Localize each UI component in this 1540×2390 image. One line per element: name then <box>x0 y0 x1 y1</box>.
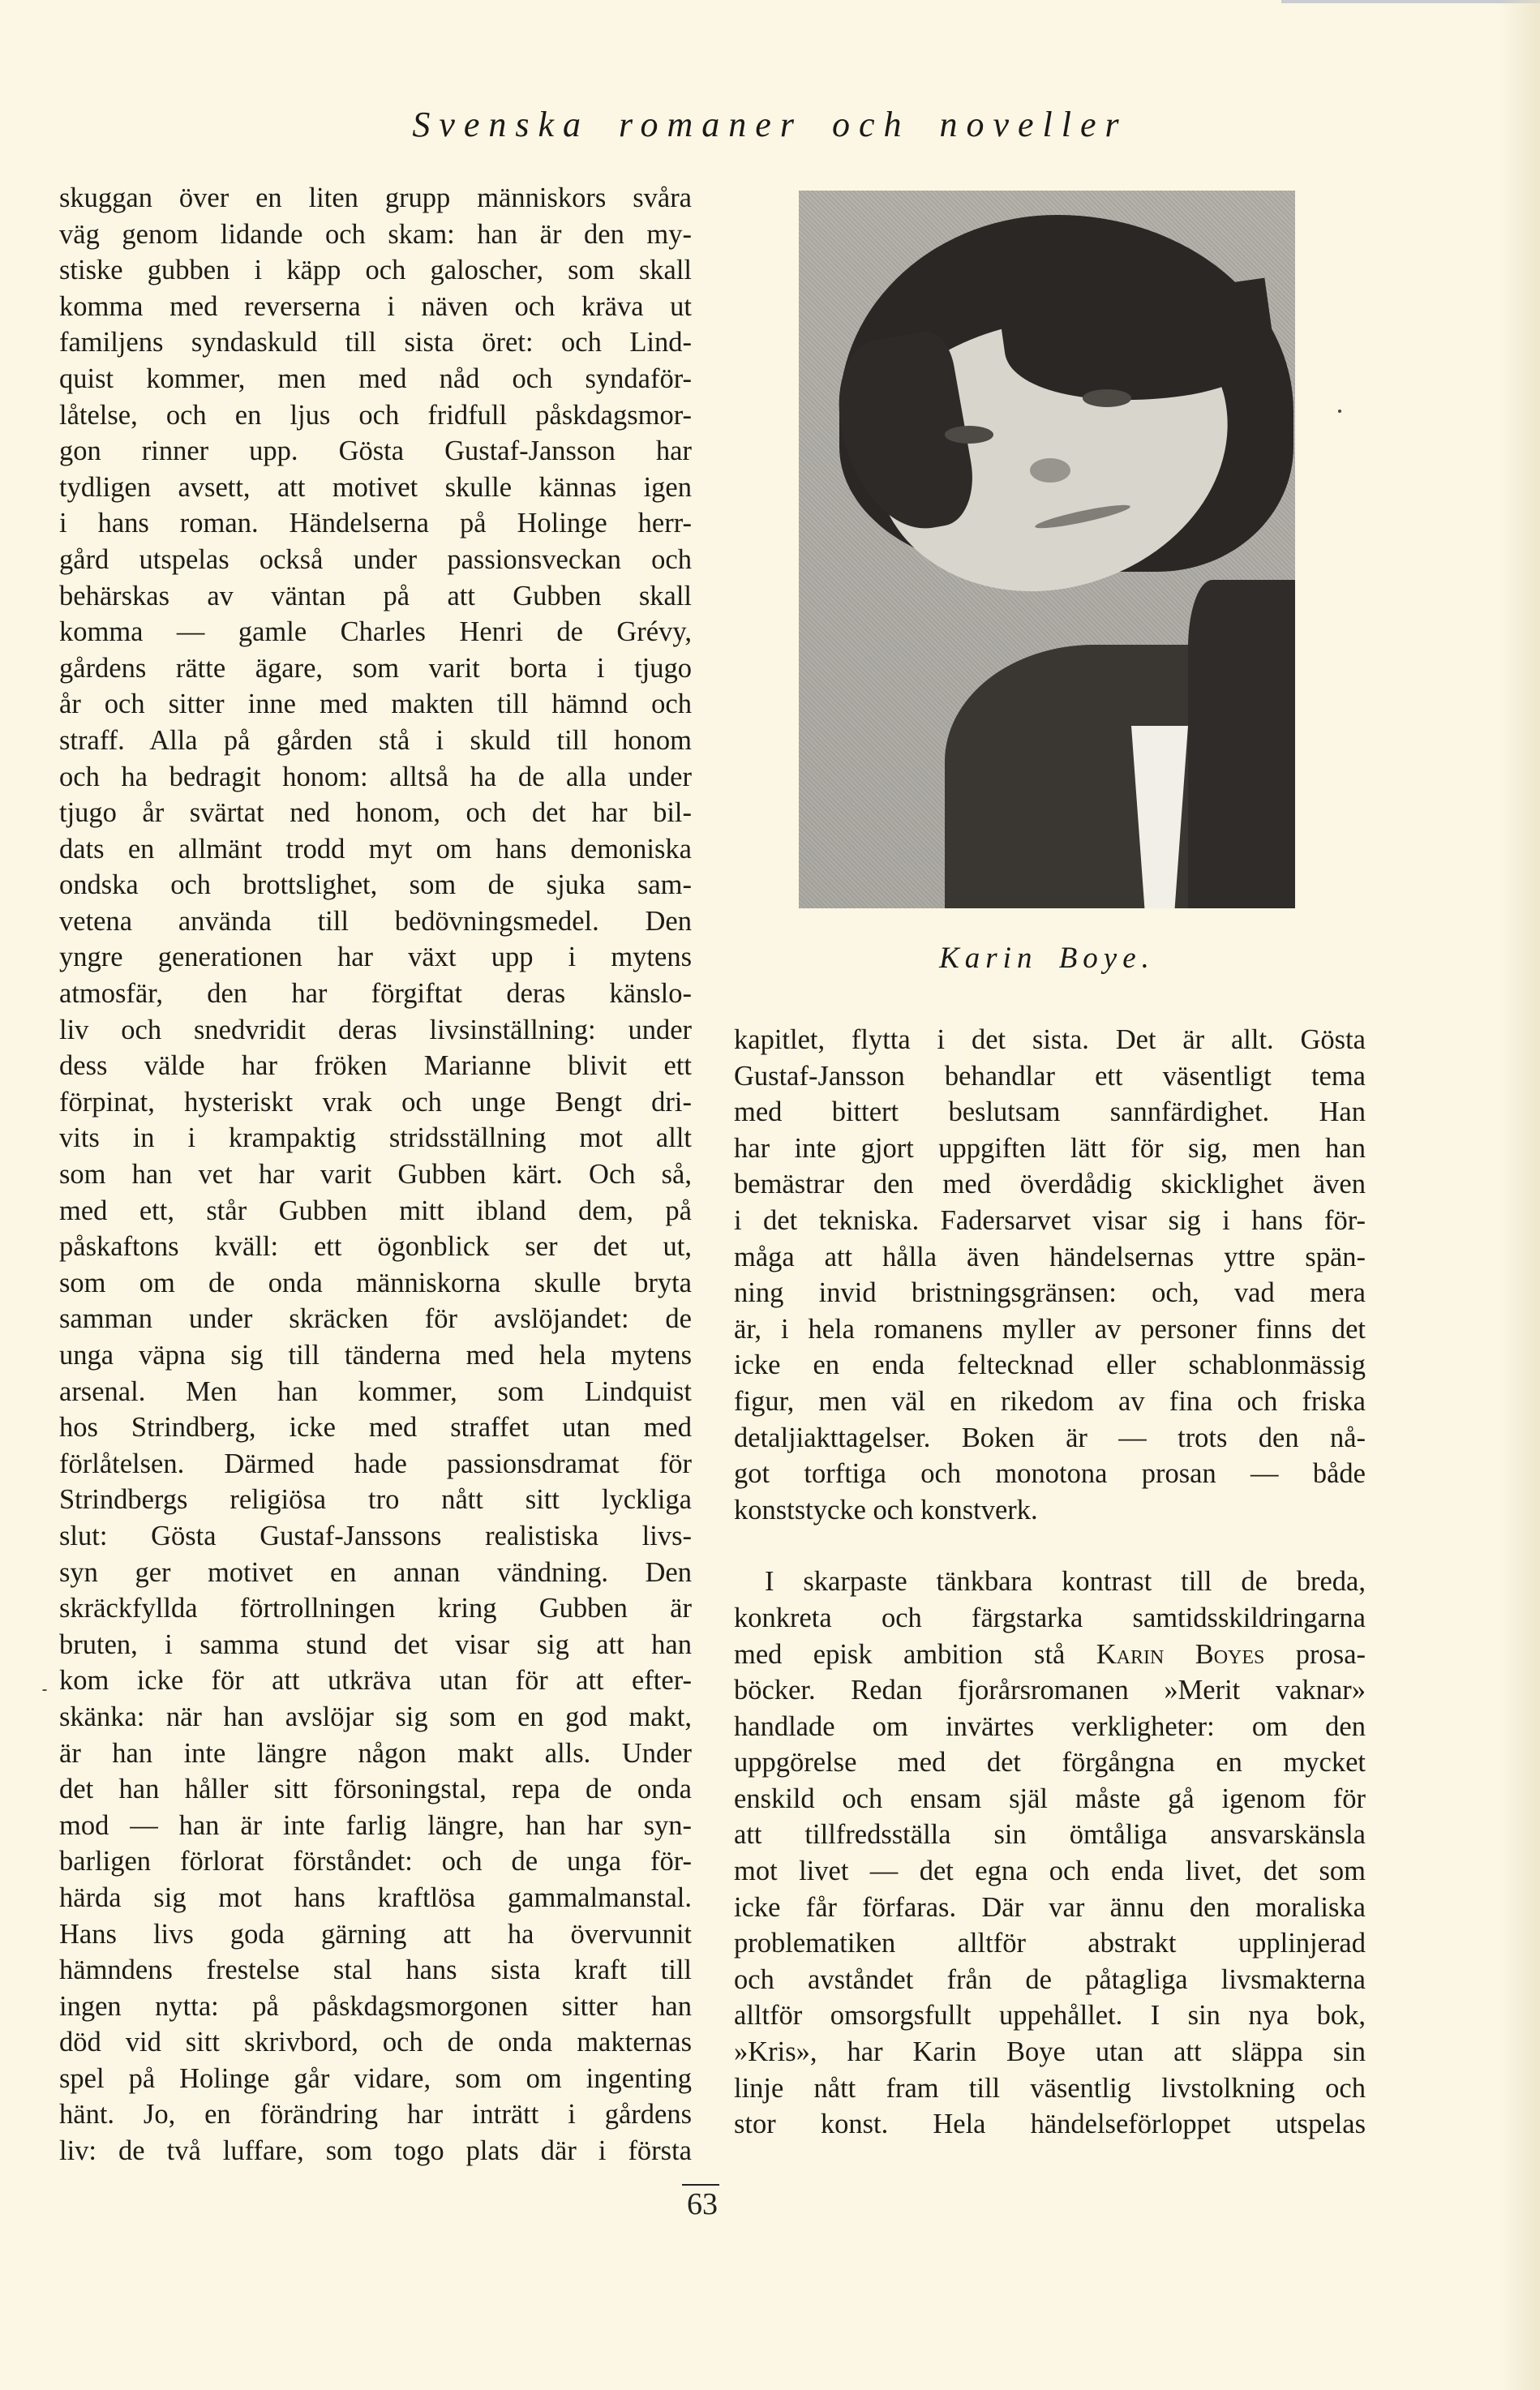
text-line: Hans livs goda gärning att ha övervunnit <box>59 1918 692 1950</box>
text-line: vetena använda till bedövningsmedel. Den <box>59 905 692 937</box>
text-line: i hans roman. Händelserna på Holinge herr- <box>59 508 692 539</box>
text-line: yngre generationen har växt upp i mytens <box>59 942 692 973</box>
page-number: 63 <box>687 2187 718 2221</box>
text-line: hämndens frestelse stal hans sista kraft till <box>59 1954 692 1986</box>
text-line <box>734 1637 1366 1673</box>
text-line: ingen nytta: på påskdagsmorgonen sitter han <box>59 1990 692 2022</box>
text-line: behärskas av väntan på att Gubben skall <box>59 580 692 611</box>
text-line: I skarpaste tänkbara kontrast till de breda, <box>765 1566 1366 1598</box>
text-line: dats en allmänt trodd myt om hans demoniska <box>59 833 692 865</box>
text-line: figur, men väl en rikedom av fina och friska <box>734 1385 1366 1417</box>
author-portrait-photo <box>799 191 1295 908</box>
text-line: vits in i krampaktig stridsställning mot allt <box>59 1122 692 1154</box>
text-line: kom icke för att utkräva utan för att efter- <box>59 1665 692 1697</box>
text-line: med bittert beslutsam sannfärdighet. Han <box>734 1096 1366 1128</box>
text-line: är, i hela romanens myller av personer finns det <box>734 1313 1366 1345</box>
text-line: väg genom lidande och skam: han är den my- <box>59 218 692 250</box>
text-line: konststycke och konstverk. <box>734 1494 1038 1525</box>
text-line: unga väpna sig till tänderna med hela mytens <box>59 1340 692 1371</box>
text-line: böcker. Redan fjorårsromanen »Merit vaknar» <box>734 1675 1366 1706</box>
text-line: problematiken alltför abstrakt upplinjerad <box>734 1928 1366 1959</box>
text-line: hänt. Jo, en förändring har inträtt i gårdens <box>59 2099 692 2130</box>
text-line: atmosfär, den har förgiftat deras känslo- <box>59 978 692 1010</box>
text-line: komma — gamle Charles Henri de Grévy, <box>59 616 692 648</box>
text-line: gon rinner upp. Gösta Gustaf-Jansson har <box>59 436 692 467</box>
text-line: familjens syndaskuld till sista öret: och Lind- <box>59 327 692 358</box>
text-line: straff. Alla på gården stå i skuld till honom <box>59 724 692 756</box>
text-line: icke får förfaras. Där var ännu den moraliska <box>734 1891 1366 1923</box>
paragraph-gap <box>734 1528 1366 1564</box>
text-line: och ha bedragit honom: alltså ha de alla under <box>59 761 692 792</box>
text-line: förpinat, hysteriskt vrak och unge Bengt dri- <box>59 1086 692 1118</box>
text-line: ondska och brottslighet, som de sjuka sam- <box>59 869 692 901</box>
text-line: linje nått fram till väsentlig livstolkning och <box>734 2072 1366 2104</box>
text-line: skräckfyllda förtrollningen kring Gubben är <box>59 1593 692 1624</box>
text-line: quist kommer, men med nåd och syndaför- <box>59 363 692 394</box>
text-line: som om de onda människorna skulle bryta <box>59 1267 692 1298</box>
text-fragment: prosa- <box>1264 1638 1366 1670</box>
text-line: härda sig mot hans kraftlösa gammalmanstal. <box>59 1882 692 1913</box>
text-line: arsenal. Men han kommer, som Lindquist <box>59 1375 692 1407</box>
paragraph-2 <box>734 1564 1366 2143</box>
text-line: att tillfredsställa sin ömtåliga ansvarskänsla <box>734 1819 1366 1851</box>
text-line: liv: de två luffare, som togo plats där i första <box>59 2135 692 2167</box>
text-line: tjugo år svärtat ned honom, och det har bil- <box>59 797 692 829</box>
author-name-small-caps: Karin Boyes <box>1096 1638 1265 1670</box>
text-line: år och sitter inne med makten till hämnd och <box>59 689 692 720</box>
text-line: är han inte längre någon makt alls. Under <box>59 1737 692 1769</box>
text-line: slut: Gösta Gustaf-Janssons realistiska livs- <box>59 1520 692 1551</box>
text-line: död vid sitt skrivbord, och de onda makternas <box>59 2027 692 2058</box>
text-line: Strindbergs religiösa tro nått sitt lyckliga <box>59 1484 692 1516</box>
text-line: spel på Holinge går vidare, som om ingenting <box>59 2062 692 2094</box>
left-column <box>59 180 692 2169</box>
page-edge-shadow <box>1499 0 1540 2390</box>
text-line: ning invid bristningsgränsen: och, vad mera <box>734 1277 1366 1309</box>
text-line: och avståndet från de påtagliga livsmakterna <box>734 1963 1366 1995</box>
portrait-nose <box>1030 458 1070 483</box>
text-line: samman under skräcken för avslöjandet: de <box>59 1303 692 1335</box>
text-line: mot livet — det egna och enda livet, det som <box>734 1856 1366 1887</box>
text-line: förlåtelsen. Därmed hade passionsdramat för <box>59 1448 692 1479</box>
text-line: gårdens rätte ägare, som varit borta i tjugo <box>59 652 692 684</box>
text-line: dess välde har fröken Marianne blivit ett <box>59 1050 692 1082</box>
text-line: stiske gubben i käpp och galoscher, som skall <box>59 255 692 286</box>
portrait-left-eye <box>945 426 993 444</box>
text-line: enskild och ensam själ måste gå igenom för <box>734 1783 1366 1814</box>
photo-caption: Karin Boye. <box>939 942 1155 975</box>
text-line: Gustaf-Jansson behandlar ett väsentligt tema <box>734 1060 1366 1092</box>
text-line: har inte gjort uppgiften lätt för sig, men han <box>734 1132 1366 1164</box>
paragraph-1 <box>734 1022 1366 1528</box>
text-line: tydligen avsett, att motivet skulle kännas igen <box>59 471 692 503</box>
text-line: som han vet har varit Gubben kärt. Och så, <box>59 1159 692 1191</box>
text-line: mod — han är inte farlig längre, han har syn- <box>59 1809 692 1841</box>
text-line: detaljiakttagelser. Boken är — trots den nå- <box>734 1422 1366 1453</box>
text-line: handlade om invärtes verkligheter: om den <box>734 1710 1366 1742</box>
text-line: syn ger motivet en annan vändning. Den <box>59 1556 692 1588</box>
right-column <box>734 1022 1366 2143</box>
text-line: måga att hålla även händelsernas yttre spän- <box>734 1241 1366 1272</box>
text-line: icke en enda feltecknad eller schablonmässig <box>734 1349 1366 1381</box>
text-line: alltför omsorgsfullt uppehållet. I sin nya bok, <box>734 2000 1366 2032</box>
text-line: med ett, står Gubben mitt ibland dem, på <box>59 1195 692 1226</box>
portrait-right-eye <box>1083 389 1131 407</box>
running-head: Svenska romaner och noveller <box>412 105 1128 144</box>
text-line: got torftiga och monotona prosan — både <box>734 1458 1366 1490</box>
text-line: stor konst. Hela händelseförloppet utspelas <box>734 2109 1366 2140</box>
text-line: skuggan över en liten grupp människors svåra <box>59 182 692 213</box>
text-line: låtelse, och en ljus och fridfull påskdagsmor- <box>59 399 692 431</box>
text-line: komma med reverserna i näven och kräva ut <box>59 290 692 322</box>
text-line: bemästrar den med överdådig skicklighet även <box>734 1169 1366 1200</box>
text-line: det han håller sitt försoningstal, repa de onda <box>59 1774 692 1805</box>
text-line: bruten, i samma stund det visar sig att han <box>59 1628 692 1660</box>
text-line: liv och snedvridit deras livsinställning: under <box>59 1014 692 1045</box>
text-line: i det tekniska. Fadersarvet visar sig i hans för- <box>734 1204 1366 1236</box>
print-speck <box>42 1689 47 1691</box>
page-number-rule <box>682 2184 719 2186</box>
text-line: kapitlet, flytta i det sista. Det är allt. Gösta <box>734 1024 1366 1055</box>
text-fragment: med episk ambition stå <box>734 1638 1096 1670</box>
print-speck <box>1338 410 1341 413</box>
text-line: barligen förlorat förståndet: och de unga för- <box>59 1846 692 1877</box>
text-line: hos Strindberg, icke med straffet utan med <box>59 1412 692 1444</box>
text-line: gård utspelas också under passionsveckan och <box>59 543 692 575</box>
text-line: uppgörelse med det förgångna en mycket <box>734 1747 1366 1779</box>
text-line: skänka: när han avslöjar sig som en god makt, <box>59 1701 692 1732</box>
portrait-coat-lapel <box>1188 580 1295 908</box>
text-line: påskaftons kväll: ett ögonblick ser det ut, <box>59 1231 692 1263</box>
text-line: konkreta och färgstarka samtidsskildringarna <box>734 1602 1366 1633</box>
text-line: »Kris», har Karin Boye utan att släppa sin <box>734 2036 1366 2068</box>
